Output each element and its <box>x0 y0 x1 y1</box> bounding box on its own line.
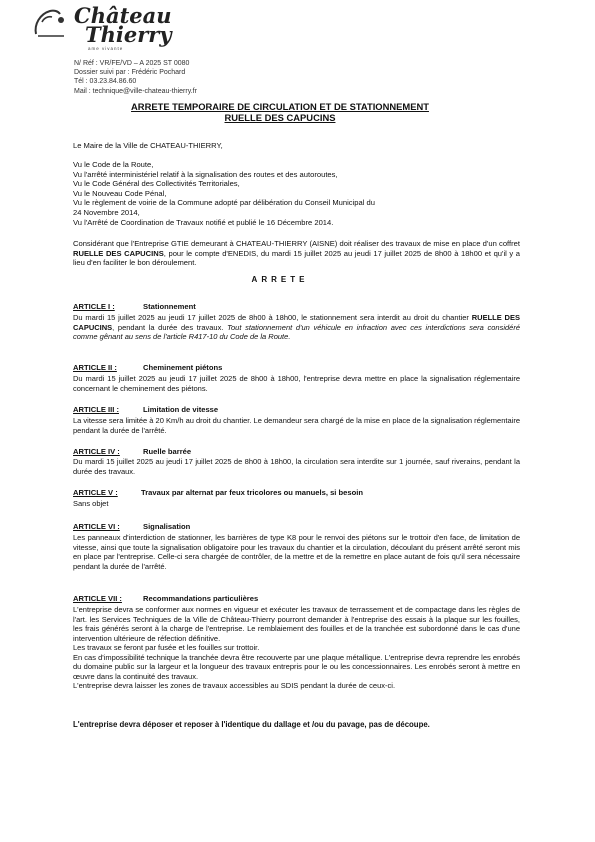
vu-line: Vu l'Arrêté de Coordination de Travaux notifié et publié le 16 Décembre 2014. <box>73 217 334 227</box>
article-text: Du mardi 15 juillet 2025 au jeudi 17 juillet 2025 de 8h00 à 18h00, le stationnement sera interdit au droit du chantier <box>73 313 472 322</box>
article-title: Cheminement piétons <box>143 363 223 372</box>
considerant-paragraph <box>73 239 520 268</box>
vu-line: Vu le Code de la Route, <box>73 160 154 169</box>
vu-line: Vu le règlement de voirie de la Commune adopté par délibération du Conseil Municipal du <box>73 198 375 208</box>
considerant-text-end: , pour le compte d'ENEDIS, du mardi 15 juillet 2025 au jeudi 17 juillet 2025 de 8h00 à 18h00 et qu'il y a lieu d'en faciliter le bon déroulement. <box>73 248 521 268</box>
article-number: ARTICLE VI : <box>73 522 120 531</box>
logo-line-2: Thierry <box>85 22 172 47</box>
article-4-heading <box>73 447 192 456</box>
vu-line: 24 Novembre 2014, <box>73 207 140 217</box>
article-paragraph: L'entreprise devra laisser les zones de travaux accessibles au SDIS pendant la durée de ceux-ci. <box>73 681 396 690</box>
article-number: ARTICLE V : <box>73 488 118 497</box>
article-number: ARTICLE I : <box>73 302 115 311</box>
article-7-body <box>73 605 520 691</box>
article-title: Signalisation <box>143 522 191 531</box>
considerant-street: RUELLE DES CAPUCINS <box>73 248 164 258</box>
considerant-text: Considérant que l'Entreprise GTIE demeurant à CHATEAU-THIERRY (AISNE) doit réaliser des travaux de mise en place d'un coffret <box>73 239 520 248</box>
article-2-body: Du mardi 15 juillet 2025 au jeudi 17 juillet 2025 de 8h00 à 18h00, l'entreprise devra mettre en place la signalisation réglementaire concernant le cheminement des piétons. <box>73 374 520 393</box>
article-number: ARTICLE III : <box>73 405 119 414</box>
article-5-body: Sans objet <box>73 499 109 508</box>
vu-line: Vu le Nouveau Code Pénal, <box>73 188 167 198</box>
article-street: RUELLE DES CAPUCINS <box>73 313 520 332</box>
article-number: ARTICLE IV : <box>73 447 120 456</box>
article-text: , pendant la durée des travaux. <box>112 322 228 332</box>
logo-line-1: Château <box>74 3 172 28</box>
article-title: Limitation de vitesse <box>143 405 219 414</box>
article-title: Stationnement <box>143 302 196 311</box>
article-4-body: Du mardi 15 juillet 2025 au jeudi 17 juillet 2025 de 8h00 à 18h00, la circulation sera interdite sur 1 journée, sauf riverains, pendant la durée des travaux. <box>73 457 520 476</box>
vu-line: Vu l'arrêté interministériel relatif à la signalisation des routes et des autoroutes, <box>73 169 338 179</box>
final-statement: L'entreprise devra déposer et reposer à l'identique du dallage et /ou du pavage, pas de découpe. <box>73 720 430 729</box>
article-paragraph: Les travaux se feront par fusée et les fouilles sur trottoir. <box>73 643 260 652</box>
castle-emblem-icon <box>30 2 74 42</box>
reference-block <box>74 59 197 96</box>
reference-line: Dossier suivi par : Frédéric Pochard <box>74 69 186 77</box>
article-3-body: La vitesse sera limitée à 20 Km/h au droit du chantier. Le demandeur sera chargé de la mise en place de la signalisation réglementaire pendant la durée de l'arrêté. <box>73 416 520 435</box>
article-number: ARTICLE VII : <box>73 594 122 603</box>
reference-line: Tél : 03.23.84.86.60 <box>74 78 137 86</box>
article-5-heading <box>73 488 363 497</box>
intro-line: Le Maire de la Ville de CHATEAU-THIERRY, <box>73 141 223 150</box>
article-number: ARTICLE II : <box>73 363 117 372</box>
chateau-thierry-logo <box>30 2 170 54</box>
article-6-heading <box>73 522 191 531</box>
document-subtitle: RUELLE DES CAPUCINS <box>224 112 336 123</box>
arrete-heading: ARRETE <box>251 275 309 284</box>
logo-tagline: ame vivante <box>88 46 124 51</box>
reference-line: N/ Réf : VR/FE/VD – A 2025 ST 0080 <box>74 60 190 67</box>
article-paragraph: L'entreprise devra se conformer aux normes en vigueur et exécuter les travaux de terrassement et de compactage dans les règles de l'art. les Services Techniques de la Ville de Château-Thierry pourront demander à l'entreprise des essais à la plaque sur les fouilles, les frais générés seront à la charge de l'entreprise. Le remblaiement des fouilles et de la tranchée est subordonné dans le cas d'une intervention ultérieure de réfection définitive. <box>73 605 520 643</box>
article-1-heading <box>73 302 196 311</box>
article-italic-note: Tout stationnement d'un véhicule en infraction avec ces interdictions sera considéré comme gênant au sens de l'article R417-10 du Code de la Route. <box>73 322 520 341</box>
article-title: Recommandations particulières <box>143 594 259 603</box>
document-title: ARRETE TEMPORAIRE DE CIRCULATION ET DE STATIONNEMENT <box>131 101 429 112</box>
article-title: Ruelle barrée <box>143 447 192 456</box>
article-7-heading <box>73 594 259 603</box>
article-2-heading <box>73 363 223 372</box>
reference-line: Mail : technique@ville-chateau-thierry.fr <box>74 87 197 95</box>
vu-line: Vu le Code Général des Collectivités Territoriales, <box>73 179 240 189</box>
article-6-body: Les panneaux d'interdiction de stationner, les barrières de type K8 pour le renvoi des piétons sur le trottoir d'en face, de limitation de vitesse, ainsi que toute la signalisation obligatoire pour les travaux du chantier et la circulation, découlant du présent arrêté seront mis en place par l'entreprise. Celle-ci sera chargée de contrôler, de la mettre et de la remettre en place autant de fois qu'il sera nécessaire pendant la durée de l'arrêté. <box>73 533 520 571</box>
article-title: Travaux par alternat par feux tricolores ou manuels, si besoin <box>141 488 363 497</box>
article-1-body <box>73 313 520 342</box>
article-3-heading <box>73 405 219 414</box>
vus-list <box>73 160 520 227</box>
article-paragraph: En cas d'impossibilité technique la tranchée devra être recouverte par une plaque métallique. L'entreprise devra reprendre les enrobés du domaine public sur la largeur et la longueur des travaux entrepris pour le ou les concessionnaires. Les enrobés seront à mettre en œuvre dans la continuité des travaux. <box>73 652 520 681</box>
